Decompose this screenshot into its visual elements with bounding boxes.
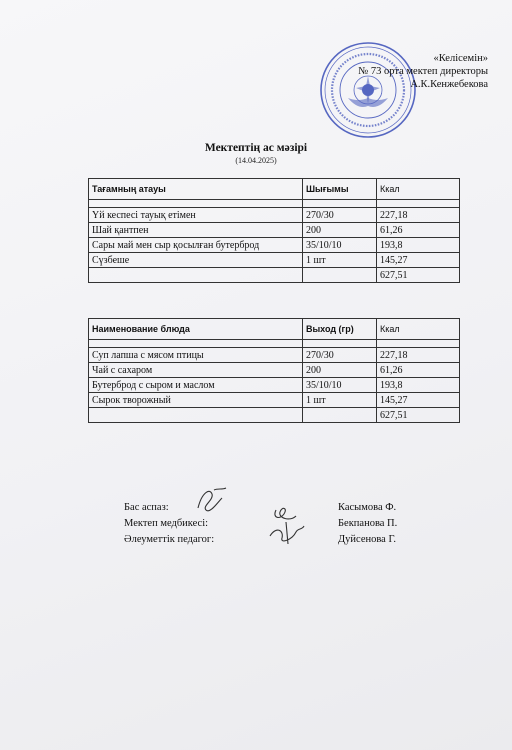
header-kcal: Ккал — [377, 319, 460, 340]
dish-portion: 1 шт — [303, 393, 377, 408]
table-row — [89, 208, 460, 223]
dish-name: Сары май мен сыр қосылған бутерброд — [89, 238, 303, 253]
dish-name: Чай с сахаром — [89, 363, 303, 378]
dish-kcal: 227,18 — [377, 348, 460, 363]
header-portion: Выход (гр) — [303, 319, 377, 340]
dish-name: Бутерброд с сыром и маслом — [89, 378, 303, 393]
table-spacer-row — [89, 200, 460, 208]
approval-line-1: «Келісемін» — [433, 53, 488, 64]
header-dish-name: Тағамның атауы — [89, 179, 303, 200]
page-title: Мектептің ас мәзірі — [204, 142, 308, 154]
signature-role: Әлеуметтік педагог: — [124, 534, 215, 545]
table-header-row — [89, 319, 460, 340]
dish-name: Суп лапша с мясом птицы — [89, 348, 303, 363]
dish-kcal: 145,27 — [377, 393, 460, 408]
dish-name: Сүзбеше — [89, 253, 303, 268]
dish-portion: 270/30 — [303, 348, 377, 363]
approval-line-3: А.К.Кенжебекова — [410, 79, 488, 90]
table-total-row — [89, 268, 460, 283]
dish-name: Шай қантпен — [89, 223, 303, 238]
dish-portion: 1 шт — [303, 253, 377, 268]
approval-block — [358, 52, 488, 91]
table-row — [89, 253, 460, 268]
dish-portion: 35/10/10 — [303, 378, 377, 393]
dish-kcal: 193,8 — [377, 238, 460, 253]
table-total-row — [89, 408, 460, 423]
dish-kcal: 61,26 — [377, 363, 460, 378]
dish-name: Сырок творожный — [89, 393, 303, 408]
dish-portion: 200 — [303, 363, 377, 378]
table-row — [89, 348, 460, 363]
signature-name: Бекпанова П. — [338, 518, 398, 529]
header-dish-name: Наименование блюда — [89, 319, 303, 340]
table-row — [89, 378, 460, 393]
handwritten-signature-staff — [262, 500, 310, 548]
signature-name: Дуйсенова Г. — [338, 534, 396, 545]
dish-name: Үй кеспесі тауық етімен — [89, 208, 303, 223]
header-portion: Шығымы — [303, 179, 377, 200]
total-kcal: 627,51 — [377, 268, 460, 283]
signature-role: Бас аспаз: — [124, 502, 169, 513]
signature-name: Касымова Ф. — [338, 502, 397, 513]
dish-kcal: 227,18 — [377, 208, 460, 223]
approval-line-2: № 73 орта мектеп директоры — [358, 66, 488, 77]
dish-portion: 200 — [303, 223, 377, 238]
menu-table-ru — [88, 318, 460, 423]
dish-portion: 35/10/10 — [303, 238, 377, 253]
signature-role: Мектеп медбикесі: — [124, 518, 209, 529]
dish-kcal: 61,26 — [377, 223, 460, 238]
dish-kcal: 193,8 — [377, 378, 460, 393]
table-row — [89, 238, 460, 253]
total-kcal: 627,51 — [377, 408, 460, 423]
dish-portion: 270/30 — [303, 208, 377, 223]
table-row — [89, 223, 460, 238]
menu-date: (14.04.2025) — [235, 156, 277, 165]
table-spacer-row — [89, 340, 460, 348]
dish-kcal: 145,27 — [377, 253, 460, 268]
table-row — [89, 393, 460, 408]
table-header-row — [89, 179, 460, 200]
header-kcal: Ккал — [377, 179, 460, 200]
menu-table-kz — [88, 178, 460, 283]
table-row — [89, 363, 460, 378]
handwritten-signature-chef — [192, 484, 232, 516]
